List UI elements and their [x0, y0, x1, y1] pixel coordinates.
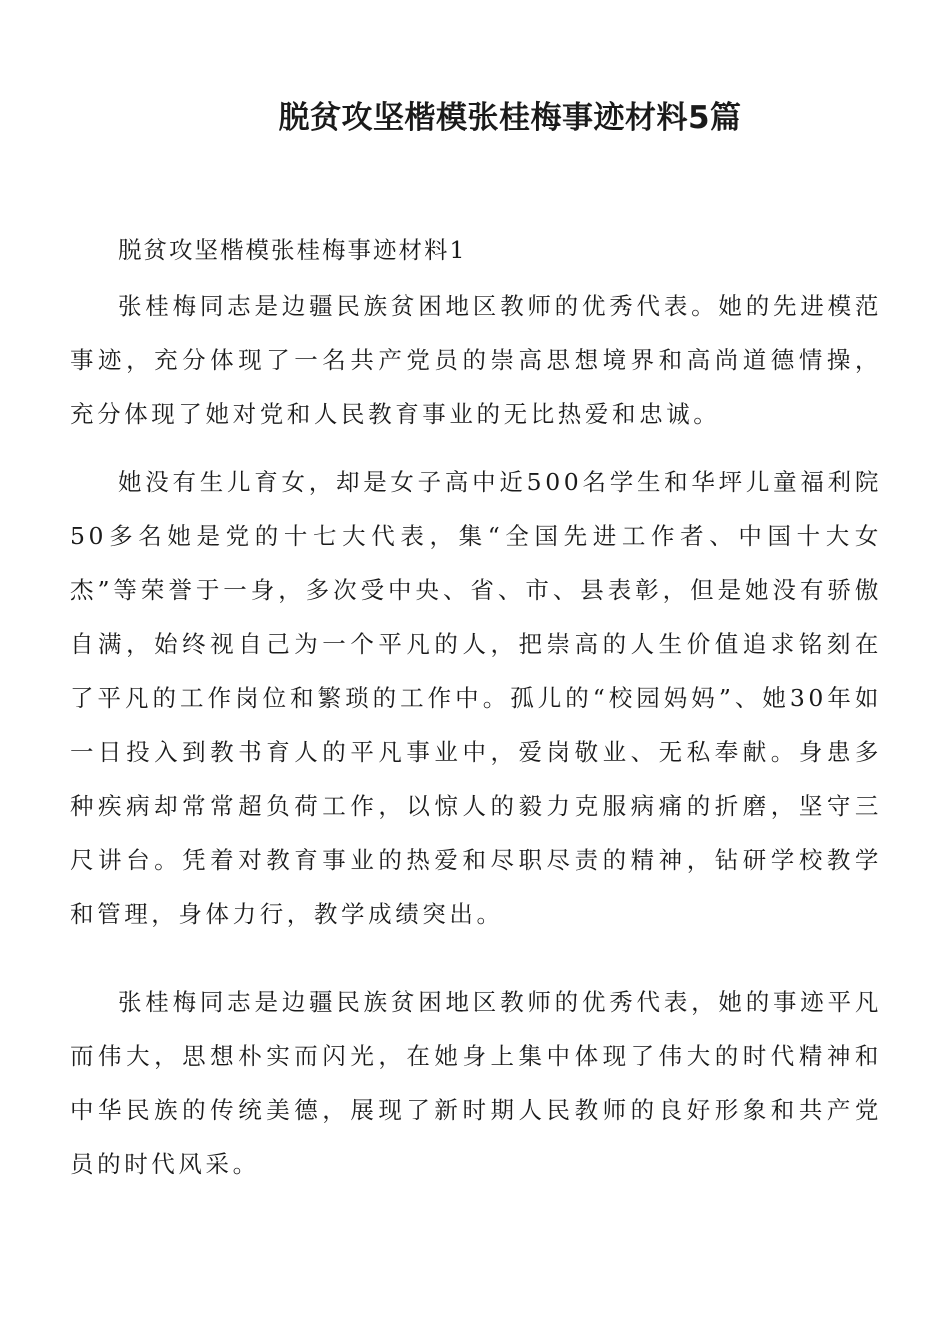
- document-title: 脱贫攻坚楷模张桂梅事迹材料5篇: [278, 100, 742, 136]
- section-heading: 脱贫攻坚楷模张桂梅事迹材料1: [118, 236, 467, 264]
- paragraph-1: 张桂梅同志是边疆民族贫困地区教师的优秀代表。她的先进模范事迹，充分体现了一名共产党员的崇高思想境界和高尚道德情操，充分体现了她对党和人民教育事业的无比热爱和忠诚。: [70, 292, 882, 428]
- paragraph-2: 她没有生儿育女，却是女子高中近500名学生和华坪儿童福利院50多名她是党的十七大代表，集“全国先进工作者、中国十大女杰”等荣誉于一身，多次受中央、省、市、县表彰，但是她没有骄傲自满，始终视自己为一个平凡的人，把崇高的人生价值追求铭刻在了平凡的工作岗位和繁琐的工作中。孤儿的“校园妈妈”、她30年如一日投入到教书育人的平凡事业中，爱岗敬业、无私奉献。身患多种疾病却常常超负荷工作，以惊人的毅力克服病痛的折磨，坚守三尺讲台。凭着对教育事业的热爱和尽职尽责的精神，钻研学校教学和管理，身体力行，教学成绩突出。: [70, 468, 882, 928]
- paragraph-3: 张桂梅同志是边疆民族贫困地区教师的优秀代表，她的事迹平凡而伟大，思想朴实而闪光，在她身上集中体现了伟大的时代精神和中华民族的传统美德，展现了新时期人民教师的良好形象和共产党员的时代风采。: [70, 988, 882, 1178]
